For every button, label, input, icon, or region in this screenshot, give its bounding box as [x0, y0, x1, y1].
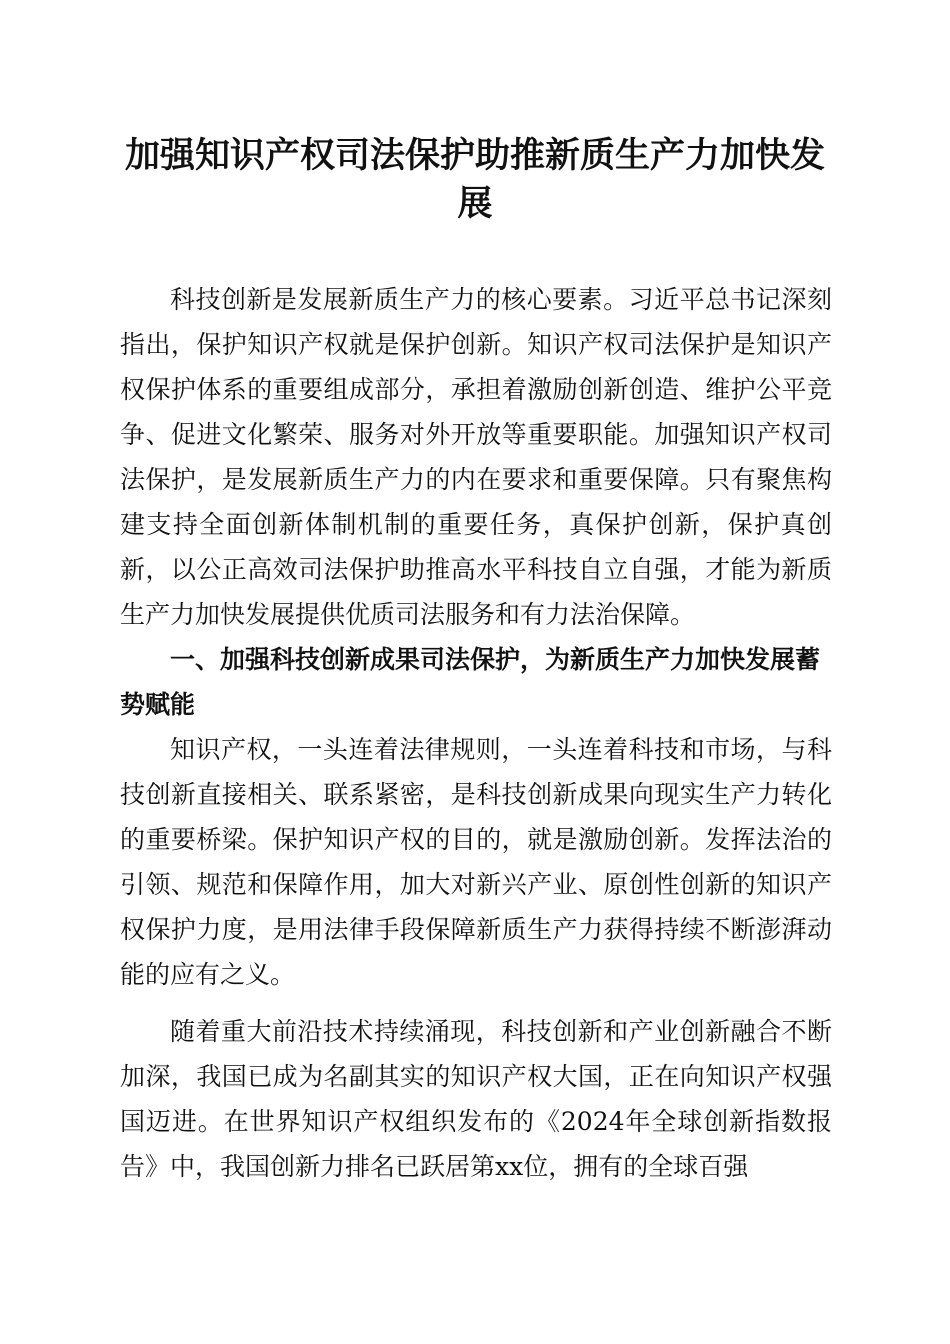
section-heading-1: 一、加强科技创新成果司法保护，为新质生产力加快发展蓄势赋能 — [120, 645, 821, 719]
document-title: 加强知识产权司法保护助推新质生产力加快发展 — [124, 135, 825, 224]
paragraph-ip-bridge: 知识产权，一头连着法律规则，一头连着科技和市场，与科技创新直接相关、联系紧密，是科技创新成果向现实生产力转化的重要桥梁。保护知识产权的目的，就是激励创新。发挥法治的引领、规范和保障作用，加大对新兴产业、原创性创新的知识产权保护力度，是用法律手段保障新质生产力获得持续不断澎湃动能的应有之义。 — [120, 735, 832, 989]
document-body — [120, 277, 832, 1189]
paragraph-ip-power: 随着重大前沿技术持续涌现，科技创新和产业创新融合不断加深，我国已成为名副其实的知识产权大国，正在向知识产权强国迈进。在世界知识产权组织发布的《2024年全球创新指数报告》中，我国创新力排名已跃居第xx位，拥有的全球百强 — [120, 1017, 832, 1181]
paragraph-intro: 科技创新是发展新质生产力的核心要素。习近平总书记深刻指出，保护知识产权就是保护创新。知识产权司法保护是知识产权保护体系的重要组成部分，承担着激励创新创造、维护公平竞争、促进文化繁荣、服务对外开放等重要职能。加强知识产权司法保护，是发展新质生产力的内在要求和重要保障。只有聚焦构建支持全面创新体制机制的重要任务，真保护创新，保护真创新，以公正高效司法保护助推高水平科技自立自强，才能为新质生产力加快发展提供优质司法服务和有力法治保障。 — [120, 285, 832, 629]
